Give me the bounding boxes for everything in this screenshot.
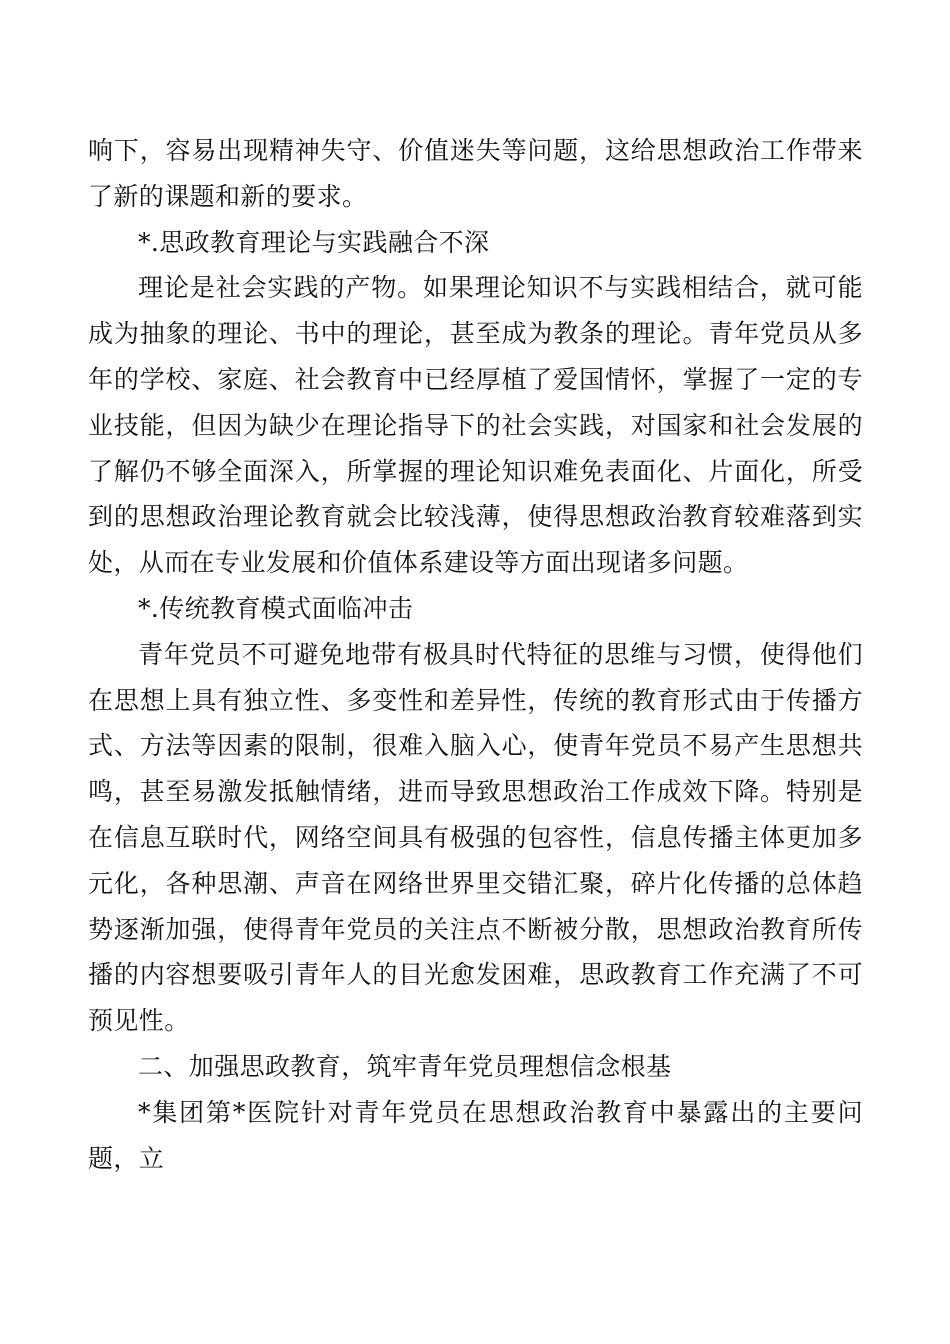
paragraph-hospital-measures: *集团第*医院针对青年党员在思想政治教育中暴露出的主要问题，立 [88,1097,863,1173]
paragraph-continued: 响下，容易出现精神失守、价值迷失等问题，这给思想政治工作带来了新的课题和新的要求。 [88,136,863,211]
section-heading-theory-practice: *.思政教育理论与实践融合不深 [138,227,490,257]
paragraph-traditional-model: 青年党员不可避免地带有极具时代特征的思维与习惯，使得他们在思想上具有独立性、多变性和差异性，传统的教育形式由于传播方式、方法等因素的限制，很难入脑入心，使青年党员不易产生思想共鸣，甚至易激发抵触情绪，进而导致思想政治工作成效下降。特别是在信息互联时代，网络空间具有极强的包容性，信息传播主体更加多元化，各种思潮、声音在网络世界里交错汇聚，碎片化传播的总体趋势逐渐加强，使得青年党员的关注点不断被分散，思想政治教育所传播的内容想要吸引青年人的目光愈发困难，思政教育工作充满了不可预见性。 [88,639,863,1036]
section-heading-traditional-model: *.传统教育模式面临冲击 [138,593,414,623]
document-body [88,128,863,1181]
paragraph-theory-practice: 理论是社会实践的产物。如果理论知识不与实践相结合，就可能成为抽象的理论、书中的理论，甚至成为教条的理论。青年党员从多年的学校、家庭、社会教育中已经厚植了爱国情怀，掌握了一定的专业技能，但因为缺少在理论指导下的社会实践，对国家和社会发展的了解仍不够全面深入，所掌握的理论知识难免表面化、片面化，所受到的思想政治理论教育就会比较浅薄，使得思想政治教育较难落到实处，从而在专业发展和价值体系建设等方面出现诸多问题。 [88,273,863,578]
section-heading-strengthen-education: 二、加强思政教育，筑牢青年党员理想信念根基 [138,1051,672,1081]
